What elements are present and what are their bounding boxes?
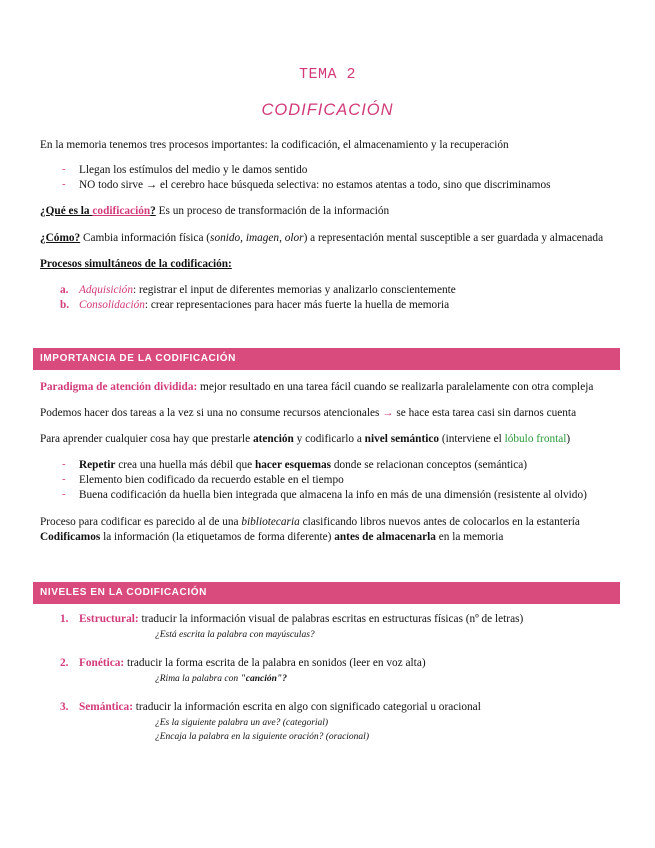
nivel-number-3: 3.: [60, 701, 69, 713]
que-question-term: codificación: [92, 205, 151, 217]
procesos-item-b: [60, 298, 449, 312]
que-answer: Es un proceso de transformación de la información: [155, 205, 390, 217]
procesos-marker-b: b.: [60, 299, 70, 311]
nivel-text-fonetica: traducir la forma escrita de la palabra en sonidos (leer en voz alta): [124, 657, 426, 669]
biblioteca-a: Proceso para codificar es parecido al de una: [40, 516, 242, 528]
nivel-term-estructural: Estructural:: [79, 613, 139, 625]
nivel-fonetica: [60, 656, 426, 670]
biblioteca-c: clasificando libros nuevos antes de colocarlos en la estantería: [299, 516, 580, 528]
procesos-text-a: : registrar el input de diferentes memorias y analizarlo conscientemente: [132, 284, 456, 296]
nivel-number-2: 2.: [60, 657, 69, 669]
codificamos-term: Codificamos: [40, 531, 101, 543]
como-paragraph: [40, 231, 603, 245]
page-title: CODIFICACIÓN: [261, 101, 394, 119]
bullet-dash: -: [62, 178, 66, 190]
que-question-post: ?: [150, 205, 156, 217]
procesos-text-b: : crear representaciones para hacer más fuerte la huella de memoria: [144, 299, 450, 311]
procesos-marker-a: a.: [60, 284, 69, 296]
almacenarla-term: antes de almacenarla: [334, 531, 436, 543]
nivel-example-fonetica: [155, 672, 287, 686]
codificamos-paragraph: [40, 530, 503, 544]
arrow-icon: →: [382, 407, 394, 419]
dos-tareas-b: se hace esta tarea casi sin darnos cuenta: [393, 407, 577, 419]
esquemas-term: hacer esquemas: [254, 459, 332, 471]
paradigma-term: Paradigma de atención dividida:: [40, 381, 198, 393]
paradigma-text: mejor resultado en una tarea fácil cuando se realizarla paralelamente con otra compleja: [197, 381, 594, 393]
paradigma-paragraph: [40, 380, 593, 394]
aprender-lobulo-frontal: lóbulo frontal: [504, 433, 567, 445]
dos-tareas-a: Podemos hacer dos tareas a la vez si una no consume recursos atencionales: [40, 407, 383, 419]
como-answer-1: Cambia información física (: [80, 232, 211, 244]
section-bar-niveles: NIVELES EN LA CODIFICACIÓN: [33, 582, 620, 604]
aprender-paragraph: [40, 432, 570, 446]
section-bar-importancia: IMPORTANCIA DE LA CODIFICACIÓN: [33, 348, 620, 370]
importancia-bullet-1: [79, 458, 527, 472]
como-answer-3: ) a representación mental susceptible a ser guardada y almacenada: [303, 232, 604, 244]
bullet-dash: -: [62, 163, 66, 175]
bullet-dash: -: [62, 473, 66, 485]
codificamos-d: en la memoria: [435, 531, 504, 543]
procesos-item-a: [60, 283, 456, 297]
que-es-paragraph: [40, 204, 389, 218]
procesos-term-b: Consolidación: [79, 299, 145, 311]
codificamos-b: la información (la etiquetamos de forma diferente): [100, 531, 335, 543]
dos-tareas-paragraph: [40, 406, 576, 420]
nivel-example-semantica-1: ¿Es la siguiente palabra un ave? (categorial): [155, 718, 329, 728]
aprender-atencion: atención: [252, 433, 294, 445]
bullet-dash: -: [62, 458, 66, 470]
nivel-semantica: [60, 700, 481, 714]
nivel-example-estructural: ¿Está escrita la palabra con mayúsculas?: [155, 630, 315, 640]
fonetica-example-cancion: "canción"?: [240, 674, 287, 684]
intro-paragraph: En la memoria tenemos tres procesos importantes: la codificación, el almacenamiento y la recuperación: [40, 139, 509, 151]
nivel-example-semantica-2: ¿Encaja la palabra en la siguiente oración? (oracional): [155, 732, 369, 742]
aprender-g: ): [566, 433, 571, 445]
biblioteca-paragraph: [40, 515, 580, 529]
fonetica-example-a: ¿Rima la palabra con: [155, 674, 241, 684]
nivel-term-semantica: Semántica:: [79, 701, 133, 713]
que-question-pre: ¿Qué es la: [40, 205, 93, 217]
importancia-bullet-2: Elemento bien codificado da recuerdo estable en el tiempo: [79, 474, 344, 486]
procesos-heading: Procesos simultáneos de la codificación:: [40, 258, 232, 270]
nivel-text-estructural: traducir la información visual de palabras escritas en estructuras físicas (nº de letras): [138, 613, 524, 625]
importancia-bullet-3: Buena codificación da huella bien integrada que almacena la info en más de una dimensión (resistente al olvido): [79, 489, 587, 501]
aprender-a: Para aprender cualquier cosa hay que prestarle: [40, 433, 253, 445]
intro-bullet-1: Llegan los estímulos del medio y le damos sentido: [79, 164, 308, 176]
aprender-c: y codificarlo a: [293, 433, 365, 445]
bullet1-b: crea una huella más débil que: [115, 459, 255, 471]
bullet-dash: -: [62, 488, 66, 500]
nivel-estructural: [60, 612, 523, 626]
como-question: ¿Cómo?: [40, 232, 81, 244]
biblioteca-term: bibliotecaria: [241, 516, 300, 528]
nivel-text-semantica: traducir la información escrita en algo con significado categorial u oracional: [132, 701, 481, 713]
procesos-term-a: Adquisición: [79, 284, 133, 296]
como-answer-examples: sonido, imagen, olor: [210, 232, 304, 244]
bullet1-d: donde se relacionan conceptos (semántica): [331, 459, 528, 471]
repetir-term: Repetir: [79, 459, 116, 471]
nivel-number-1: 1.: [60, 613, 69, 625]
aprender-nivel-semantico: nivel semántico: [364, 433, 440, 445]
tema-heading: TEMA 2: [298, 66, 356, 83]
nivel-term-fonetica: Fonética:: [79, 657, 125, 669]
intro-bullet-2: NO todo sirve → el cerebro hace búsqueda selectiva: no estamos atentas a todo, sino que discriminamos: [79, 179, 551, 191]
aprender-e: (interviene el: [439, 433, 505, 445]
